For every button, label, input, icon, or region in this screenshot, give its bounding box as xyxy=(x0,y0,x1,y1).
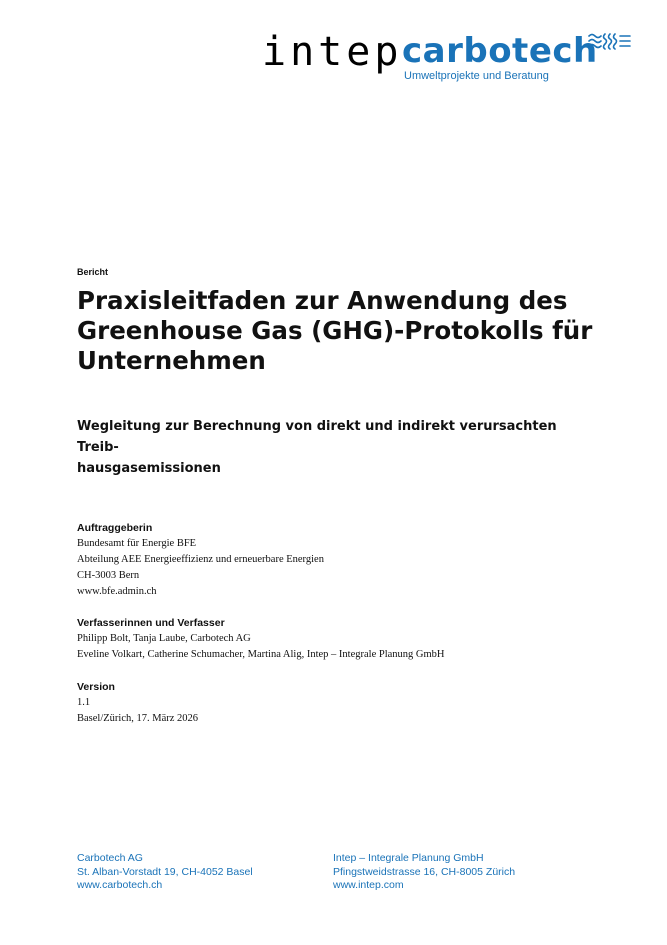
footer-web-link[interactable]: www.carbotech.ch xyxy=(77,879,163,891)
title-line: Unternehmen xyxy=(77,346,266,375)
footer-address: Pfingstweidstrasse 16, CH-8005 Zürich xyxy=(333,865,516,878)
header-logo xyxy=(262,28,642,88)
subtitle-line: hausgasemissionen xyxy=(77,461,221,476)
client-line: Bundesamt für Energie BFE xyxy=(77,538,197,549)
client-link[interactable]: www.bfe.admin.ch xyxy=(77,586,157,597)
wave-mark-icon xyxy=(587,32,633,50)
intep-wordmark: intep xyxy=(262,29,403,75)
client-section xyxy=(77,521,324,600)
page-title xyxy=(77,286,617,376)
authors-heading: Verfasserinnen und Verfasser xyxy=(77,617,225,629)
footer-company: Intep – Integrale Planung GmbH xyxy=(333,852,484,864)
title-line: Praxisleitfaden zur Anwendung des xyxy=(77,286,568,315)
client-line: Abteilung AEE Energieeffizienz und erneuerbare Energien xyxy=(77,554,324,565)
footer-address: St. Alban-Vorstadt 19, CH-4052 Basel xyxy=(77,865,253,878)
version-number: 1.1 xyxy=(77,697,91,708)
authors-section xyxy=(77,616,444,663)
client-line: CH-3003 Bern xyxy=(77,570,140,581)
client-heading: Auftraggeberin xyxy=(77,522,153,534)
author-line: Philipp Bolt, Tanja Laube, Carbotech AG xyxy=(77,633,251,644)
footer-company: Carbotech AG xyxy=(77,852,143,864)
logo-tagline: Umweltprojekte und Beratung xyxy=(404,70,549,82)
footer-left xyxy=(77,852,253,893)
footer-right xyxy=(333,852,515,893)
document-type: Bericht xyxy=(77,267,109,277)
title-line: Greenhouse Gas (GHG)-Protokolls für xyxy=(77,316,593,345)
version-heading: Version xyxy=(77,681,115,693)
version-date: Basel/Zürich, 17. März 2026 xyxy=(77,713,199,724)
footer-web-link[interactable]: www.intep.com xyxy=(333,879,404,891)
version-section xyxy=(77,680,198,727)
carbotech-wordmark: carbotech xyxy=(402,31,598,71)
subtitle-line: Wegleitung zur Berechnung von direkt und indirekt verursachten Treib- xyxy=(77,419,557,455)
page-subtitle xyxy=(77,416,597,479)
author-line: Eveline Volkart, Catherine Schumacher, Martina Alig, Intep – Integrale Planung GmbH xyxy=(77,649,445,660)
